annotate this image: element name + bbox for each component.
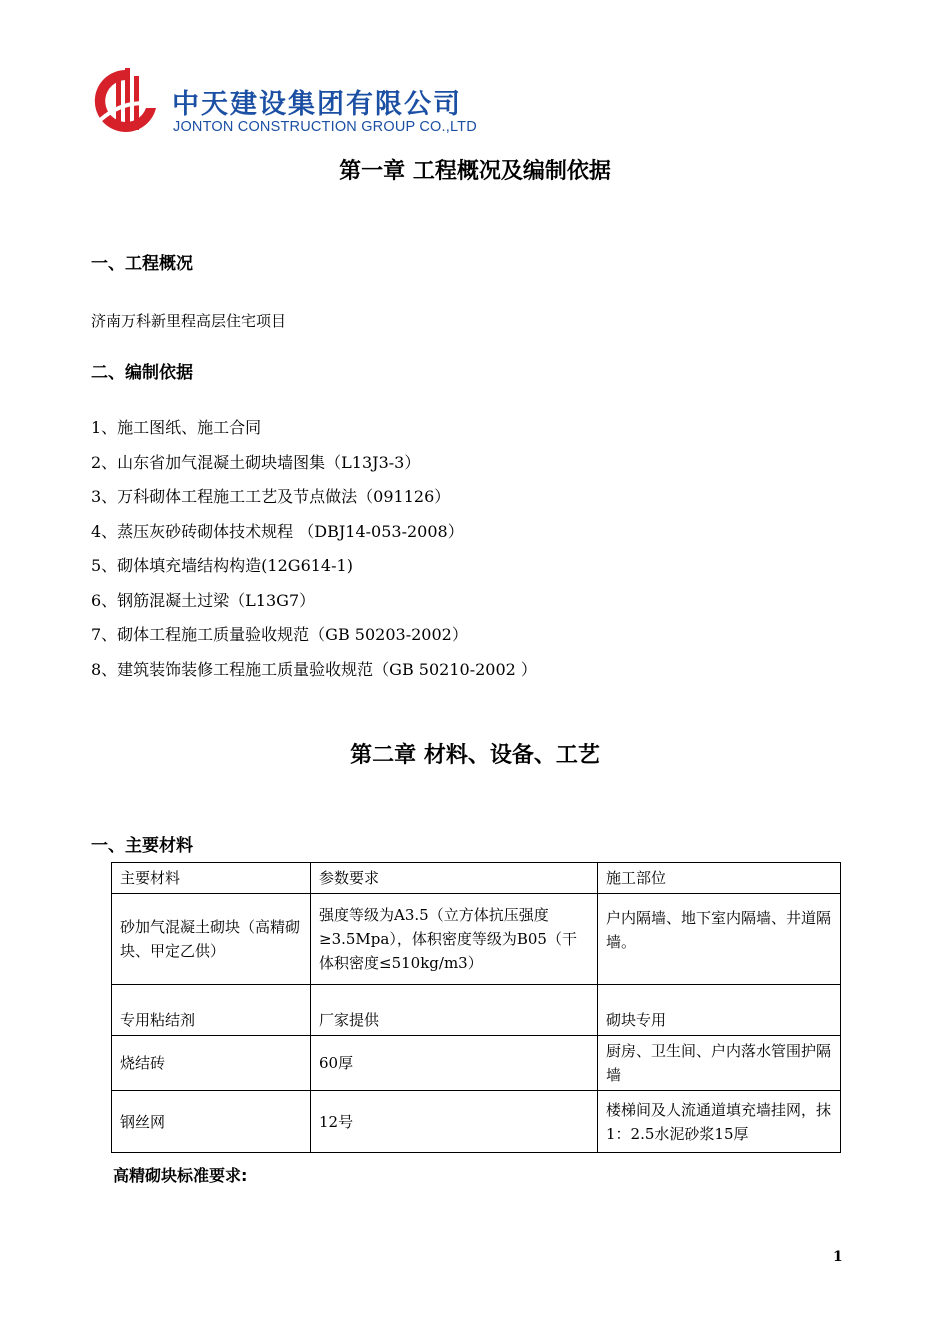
table-header-cell: 施工部位 [598,863,841,894]
section-basis-heading: 二、编制依据 [91,363,193,383]
table-cell: 厂家提供 [311,985,598,1036]
table-cell: 12号 [311,1091,598,1153]
company-name-en: JONTON CONSTRUCTION GROUP CO.,LTD [173,119,477,135]
table-cell: 强度等级为A3.5（立方体抗压强度≥3.5Mpa），体积密度等级为B05（干体积密度≤510kg/m3） [311,894,598,985]
project-overview-text: 济南万科新里程高层住宅项目 [91,312,287,330]
table-row [112,1036,841,1091]
table-cell: 户内隔墙、地下室内隔墙、井道隔墙。 [598,894,841,985]
basis-item: 5、砌体填充墙结构构造(12G614-1) [91,556,353,575]
basis-item: 6、钢筋混凝土过梁（L13G7） [91,590,316,610]
table-header-cell: 参数要求 [311,863,598,894]
table-cell: 砂加气混凝土砌块（高精砌块、甲定乙供） [112,894,311,985]
basis-item: 3、万科砌体工程施工工艺及节点做法（091126） [91,487,451,506]
block-standard-note: 高精砌块标准要求: [113,1166,248,1185]
table-cell: 楼梯间及人流通道填充墙挂网，抹1：2.5水泥砂浆15厚 [598,1091,841,1153]
table-cell: 专用粘结剂 [112,985,311,1036]
chapter-2-title: 第二章 材料、设备、工艺 [350,743,600,768]
basis-item: 7、砌体工程施工质量验收规范（GB 50203-2002） [91,625,468,644]
table-row [112,985,841,1036]
company-name-cn: 中天建设集团有限公司 [172,89,462,120]
table-header-cell: 主要材料 [112,863,311,894]
basis-item: 1、施工图纸、施工合同 [91,418,262,437]
basis-list [91,416,537,692]
section-project-overview-heading: 一、工程概况 [91,254,193,274]
basis-item: 2、山东省加气混凝土砌块墙图集（L13J3-3） [91,452,421,472]
table-cell: 厨房、卫生间、户内落水管围护隔墙 [598,1036,841,1091]
basis-item: 8、建筑装饰装修工程施工质量验收规范（GB 50210-2002 ） [91,659,537,679]
page-number: 1 [833,1249,843,1265]
table-cell: 60厚 [311,1036,598,1091]
section-materials-heading: 一、主要材料 [91,836,193,856]
materials-table [111,862,841,1153]
table-row [112,1091,841,1153]
table-cell: 钢丝网 [112,1091,311,1153]
chapter-1-title: 第一章 工程概况及编制依据 [339,159,611,184]
jonton-logo-icon [90,66,162,134]
table-cell: 砌块专用 [598,985,841,1036]
company-logo [90,66,490,136]
basis-item: 4、蒸压灰砂砖砌体技术规程 （DBJ14-053-2008） [91,521,464,541]
table-header-row [112,863,841,894]
table-cell: 烧结砖 [112,1036,311,1091]
table-row [112,894,841,985]
